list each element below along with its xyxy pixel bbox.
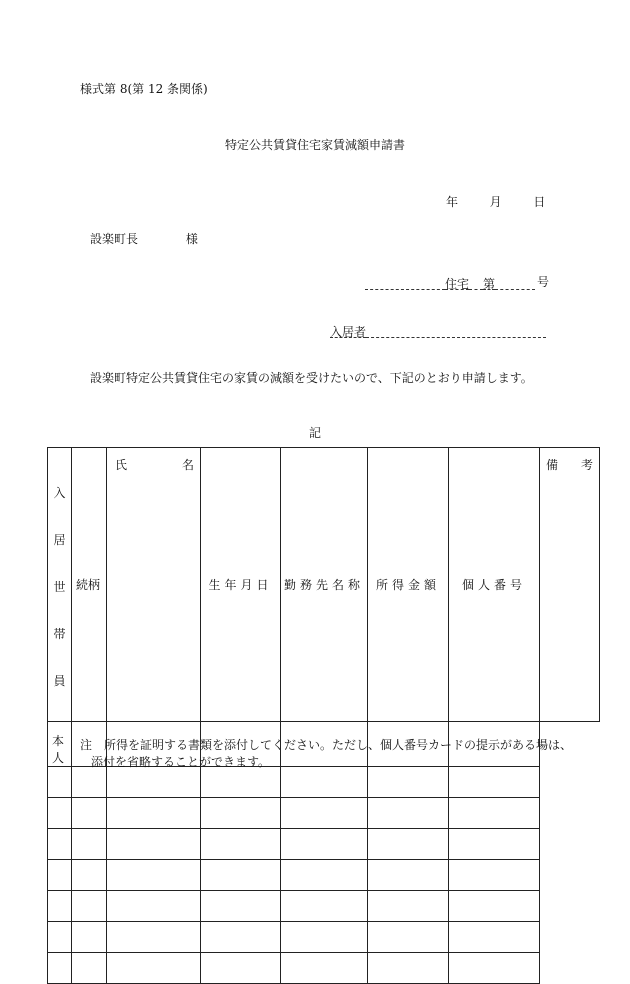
dash-gap: [469, 275, 483, 290]
table-cell[interactable]: [201, 860, 281, 891]
side-char: 員: [53, 674, 66, 688]
table-cell[interactable]: [107, 829, 201, 860]
table-cell[interactable]: [449, 922, 540, 953]
housing-unit-line: [365, 273, 549, 290]
table-cell[interactable]: [368, 767, 449, 798]
table-cell[interactable]: [281, 860, 368, 891]
table-cell[interactable]: [281, 829, 368, 860]
resident-line: [330, 323, 546, 338]
header-name: [107, 448, 201, 722]
housing-gou-label: 号: [537, 275, 550, 289]
table-cell[interactable]: [449, 953, 540, 984]
note-line-2: 添付を省略することができます。: [91, 755, 271, 769]
addressee-name: 設楽町長: [90, 232, 139, 246]
table-cell[interactable]: [48, 891, 72, 922]
table-row: [48, 953, 600, 984]
table-cell[interactable]: [107, 798, 201, 829]
date-year-label: 年: [446, 195, 459, 209]
resident-label: 入居者: [330, 325, 367, 339]
table-cell[interactable]: [48, 953, 72, 984]
table-cell[interactable]: [48, 767, 72, 798]
table-header-row: [48, 448, 600, 722]
table-row: [48, 829, 600, 860]
side-char: 居: [53, 533, 66, 547]
table-cell[interactable]: [72, 953, 107, 984]
table-cell[interactable]: [72, 860, 107, 891]
table-row: [48, 798, 600, 829]
request-statement: 設楽町特定公共賃貸住宅の家賃の減額を受けたいので、下記のとおり申請します。: [90, 371, 533, 385]
ki-heading: 記: [308, 426, 321, 440]
table-cell[interactable]: [48, 922, 72, 953]
form-reference: 様式第 8(第 12 条関係): [80, 82, 208, 96]
note-line-1: 注 所得を証明する書類を添付してください。ただし、個人番号カードの提示がある場は、: [80, 738, 573, 752]
table-cell[interactable]: [107, 767, 201, 798]
header-name-right: 名: [181, 458, 194, 472]
table-cell[interactable]: [72, 767, 107, 798]
header-relation: 続柄: [72, 448, 107, 722]
addressee-honorific: 様: [185, 232, 198, 246]
side-label-household-members: [48, 448, 72, 722]
table-row: [48, 891, 600, 922]
side-char: 帯: [53, 627, 66, 641]
header-income: 所得金額: [368, 448, 449, 722]
side-char: 入: [53, 486, 66, 500]
table-cell[interactable]: [281, 891, 368, 922]
table-cell[interactable]: [107, 953, 201, 984]
header-remarks-right: 考: [580, 458, 593, 472]
table-cell[interactable]: [368, 798, 449, 829]
table-cell[interactable]: [107, 891, 201, 922]
housing-number-blank[interactable]: [495, 275, 535, 290]
table-cell[interactable]: [368, 891, 449, 922]
header-remarks: [540, 448, 600, 722]
table-cell[interactable]: [449, 767, 540, 798]
date-line: [446, 193, 545, 210]
table-cell[interactable]: [201, 922, 281, 953]
table-cell[interactable]: [72, 829, 107, 860]
table-cell[interactable]: [72, 922, 107, 953]
table-cell[interactable]: [72, 798, 107, 829]
header-workplace: 勤務先名称: [281, 448, 368, 722]
relation-cell-self: 本人: [48, 722, 72, 767]
housing-label: 住宅: [445, 277, 470, 291]
table-cell[interactable]: [201, 767, 281, 798]
header-mynumber: 個人番号: [449, 448, 540, 722]
table-cell[interactable]: [107, 860, 201, 891]
table-cell[interactable]: [449, 860, 540, 891]
table-cell[interactable]: [48, 798, 72, 829]
header-name-left: 氏: [115, 458, 128, 472]
table-cell[interactable]: [449, 829, 540, 860]
household-members-table: [47, 447, 600, 984]
table-cell[interactable]: [449, 891, 540, 922]
table-cell[interactable]: [449, 798, 540, 829]
resident-name-blank[interactable]: [366, 323, 546, 338]
table-cell[interactable]: [368, 922, 449, 953]
housing-dai-label: 第: [483, 277, 496, 291]
date-day-label: 日: [533, 195, 546, 209]
document-title: 特定公共賃貸住宅家賃減額申請書: [224, 138, 405, 152]
table-row: [48, 922, 600, 953]
date-month-label: 月: [489, 195, 502, 209]
table-cell[interactable]: [281, 798, 368, 829]
table-cell[interactable]: [107, 922, 201, 953]
table-cell[interactable]: [281, 767, 368, 798]
table-cell[interactable]: [201, 953, 281, 984]
table-cell[interactable]: [201, 798, 281, 829]
table-cell[interactable]: [48, 860, 72, 891]
table-cell[interactable]: [72, 891, 107, 922]
table-row: [48, 767, 600, 798]
table-cell[interactable]: [201, 891, 281, 922]
table-row: [48, 860, 600, 891]
addressee: [90, 230, 198, 247]
table-cell[interactable]: [368, 953, 449, 984]
header-remarks-left: 備: [546, 458, 559, 472]
table-cell[interactable]: [368, 860, 449, 891]
table-cell[interactable]: [201, 829, 281, 860]
table-cell[interactable]: [368, 829, 449, 860]
table-cell[interactable]: [281, 953, 368, 984]
header-birthdate: 生年月日: [201, 448, 281, 722]
table-cell[interactable]: [48, 829, 72, 860]
housing-name-blank[interactable]: [365, 275, 445, 290]
side-char: 世: [53, 580, 66, 594]
table-cell[interactable]: [281, 922, 368, 953]
